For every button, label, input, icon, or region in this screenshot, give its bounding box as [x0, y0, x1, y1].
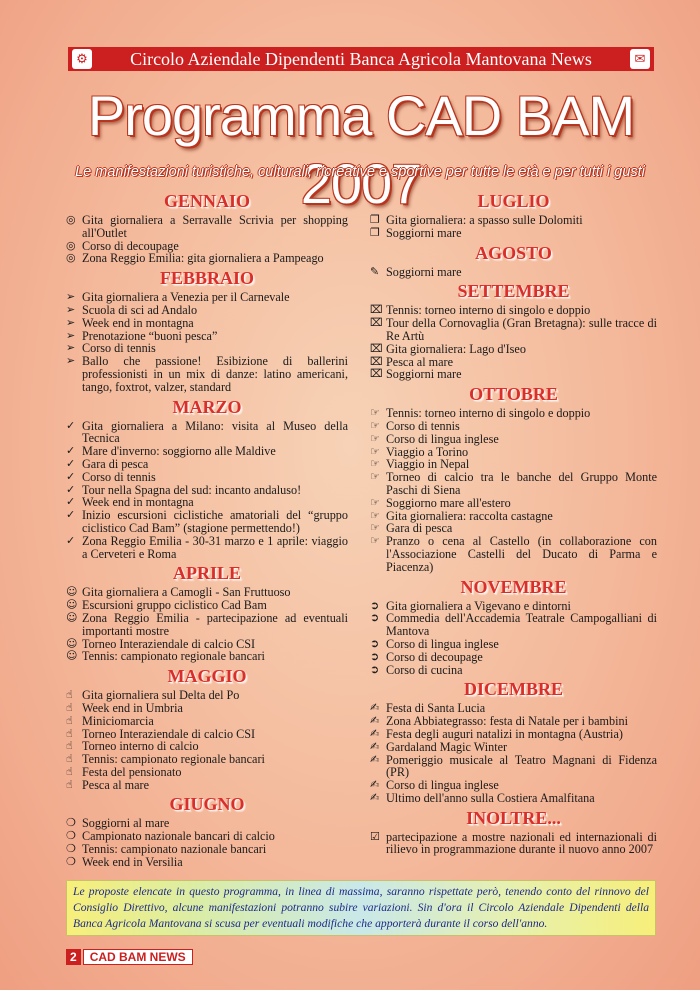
- event-text: Gara di pesca: [82, 456, 149, 471]
- bullet-icon: ☞: [370, 495, 380, 509]
- event-list: [66, 420, 348, 561]
- bullet-icon: ◎: [66, 251, 76, 265]
- bullet-icon: ✍: [370, 739, 380, 753]
- bullet-icon: ☝: [66, 700, 73, 714]
- event-text: Torneo interno di calcio: [82, 739, 199, 754]
- event-text: Tennis: campionato nazionale bancari: [82, 842, 267, 857]
- event-text: Pesca al mare: [82, 777, 149, 792]
- month-heading: GENNAIO: [163, 191, 250, 211]
- bullet-icon: ⌧: [370, 303, 383, 317]
- bullet-icon: ☞: [370, 534, 380, 548]
- event-text: Tour nella Spagna del sud: incanto andaluso!: [82, 482, 302, 497]
- event-text: Week end in montagna: [82, 495, 194, 510]
- event-text: Gita giornaliera a Vigevano e dintorni: [386, 598, 571, 613]
- bullet-icon: ✎: [370, 264, 380, 278]
- bullet-icon: ➢: [66, 290, 76, 304]
- bullet-icon: ✍: [370, 790, 380, 804]
- event-text: Prenotazione “buoni pesca”: [82, 328, 218, 343]
- event-list: [370, 831, 657, 857]
- bullet-icon: ✓: [66, 508, 76, 522]
- event-text: Gita giornaliera: Lago d'Iseo: [386, 341, 526, 356]
- event-text: Tennis: torneo interno di singolo e doppio: [386, 303, 591, 318]
- month-heading: INOLTRE...: [466, 807, 561, 828]
- bullet-icon: ⌧: [370, 367, 383, 381]
- bullet-icon: ❐: [370, 225, 380, 239]
- event-text: Campionato nazionale bancari di calcio: [82, 829, 275, 844]
- event-text: Pomeriggio musicale al Teatro Magnani di Fidenza (PR): [386, 752, 657, 780]
- event-text: Tennis: torneo interno di singolo e doppio: [386, 406, 591, 421]
- bullet-icon: ✓: [66, 469, 76, 483]
- event-text: Corso di tennis: [82, 469, 156, 484]
- month-heading: OTTOBRE: [469, 384, 558, 405]
- bullet-icon: ✓: [66, 418, 76, 432]
- month-heading: AGOSTO: [475, 242, 552, 263]
- bullet-icon: ✓: [66, 456, 76, 470]
- bullet-icon: ✍: [370, 726, 380, 740]
- event-text: Viaggio in Nepal: [386, 457, 470, 472]
- month-section: [370, 242, 657, 279]
- event-text: Corso di tennis: [82, 341, 156, 356]
- bullet-icon: ☞: [370, 444, 380, 458]
- bullet-icon: ➲: [370, 611, 380, 625]
- bullet-icon: ☞: [370, 470, 380, 484]
- bullet-icon: ☝: [66, 777, 73, 791]
- bullet-icon: ☞: [370, 406, 380, 420]
- page-label: CAD BAM NEWS: [83, 949, 193, 965]
- bullet-icon: ✓: [66, 495, 76, 509]
- event-list: [66, 291, 348, 393]
- event-text: Festa del pensionato: [82, 764, 182, 779]
- bullet-icon: ➲: [370, 662, 380, 676]
- event-item: [370, 612, 657, 638]
- bullet-icon: ➢: [66, 328, 76, 342]
- event-item: [370, 368, 657, 381]
- event-text: Corso di lingua inglese: [386, 431, 499, 446]
- bullet-icon: ➲: [370, 649, 380, 663]
- event-text: Torneo di calcio tra le banche del Gruppo Monte Paschi di Siena: [386, 470, 657, 497]
- month-heading: DICEMBRE: [463, 679, 563, 700]
- bullet-icon: ➢: [66, 341, 76, 355]
- event-item: [66, 252, 348, 265]
- month-section: [66, 793, 348, 868]
- event-text: Soggiorni mare: [386, 225, 462, 240]
- event-text: Gita giornaliera a Serravalle Scrivia per shopping all'Outlet: [82, 213, 348, 240]
- event-text: Corso di decoupage: [386, 649, 483, 664]
- bullet-icon: ➢: [66, 354, 76, 368]
- event-list: [370, 407, 657, 573]
- event-item: [66, 535, 348, 561]
- footer-note: Le proposte elencate in questo programma, in linea di massima, saranno rispettate però, tenendo conto del rinnovo del Consiglio Direttivo, alcune manifestazioni potranno subire variazioni. Sin d'ora il Circolo Aziendale Dipendenti della Banca Agricola Mantovana si scusa per eventuali modifiche che apporterà durante il corso dell'anno.: [66, 880, 656, 936]
- event-text: Gita giornaliera: raccolta castagne: [386, 508, 553, 523]
- bullet-icon: ☞: [370, 521, 380, 535]
- event-item: [66, 856, 348, 869]
- bullet-icon: ❍: [66, 854, 76, 868]
- event-text: Mare d'inverno: soggiorno alle Maldive: [82, 444, 276, 459]
- bullet-icon: ☺: [66, 649, 78, 663]
- event-text: Gita giornaliera: a spasso sulle Dolomiti: [386, 213, 583, 227]
- bullet-icon: ☞: [370, 508, 380, 522]
- bullet-icon: ☞: [370, 431, 380, 445]
- event-item: [370, 317, 657, 343]
- event-text: Tour della Cornovaglia (Gran Bretagna): sulle tracce di Re Artù: [386, 316, 657, 343]
- month-section: [370, 280, 657, 381]
- month-heading: GIUGNO: [169, 794, 245, 815]
- month-section: [66, 562, 348, 663]
- event-text: Tennis: campionato regionale bancari: [82, 752, 265, 767]
- bullet-icon: ✓: [66, 482, 76, 496]
- bullet-icon: ☺: [66, 598, 78, 612]
- event-text: Escursioni gruppo ciclistico Cad Bam: [82, 598, 267, 613]
- event-item: [370, 266, 657, 279]
- bullet-icon: ❍: [66, 829, 76, 843]
- event-text: Pranzo o cena al Castello (in collaborazione con l'Associazione Castelli del Ducato di Parma e Piacenza): [386, 534, 657, 574]
- event-text: Gita giornaliera a Camogli - San Fruttuoso: [82, 585, 291, 600]
- month-section: [370, 190, 657, 240]
- bullet-icon: ☝: [66, 713, 73, 727]
- event-text: Miniciomarcia: [82, 713, 154, 728]
- event-list: [370, 702, 657, 804]
- event-item: [66, 214, 348, 240]
- right-column: [370, 190, 657, 858]
- event-text: Gara di pesca: [386, 521, 453, 536]
- page-number: 2: [66, 949, 81, 965]
- event-list: [370, 266, 657, 279]
- event-text: Zona Reggio Emilia - 30-31 marzo e 1 aprile: viaggio a Cerveteri e Roma: [82, 533, 348, 561]
- month-heading: LUGLIO: [477, 191, 550, 211]
- event-text: Corso di tennis: [386, 418, 460, 433]
- bullet-icon: ☝: [66, 752, 73, 766]
- bullet-icon: ⌧: [370, 316, 383, 330]
- bullet-icon: ☞: [370, 418, 380, 432]
- event-text: Week end in Versilia: [82, 854, 183, 869]
- event-text: Viaggio a Torino: [386, 444, 469, 459]
- bullet-icon: ☺: [66, 610, 78, 624]
- event-item: [66, 509, 348, 535]
- event-list: [370, 214, 657, 240]
- event-text: Ballo che passione! Esibizione di ballerini professionisti in un mix di danze: latino americani, tango, foxtrot, valzer, standard: [82, 354, 348, 394]
- event-text: Gardaland Magic Winter: [386, 739, 508, 754]
- event-list: [66, 214, 348, 265]
- bullet-icon: ☑: [370, 829, 380, 843]
- month-section: [370, 807, 657, 857]
- event-text: Inizio escursioni ciclistiche amatoriali del “gruppo ciclistico Cad Bam” (stagione permettendo!): [82, 508, 348, 535]
- event-text: Soggiorni mare: [386, 367, 462, 382]
- month-heading: MAGGIO: [167, 666, 247, 687]
- month-heading: SETTEMBRE: [457, 281, 570, 302]
- event-text: Corso di lingua inglese: [386, 778, 499, 793]
- event-item: [66, 420, 348, 446]
- month-heading: APRILE: [172, 563, 241, 584]
- event-text: Zona Abbiategrasso: festa di Natale per i bambini: [386, 714, 628, 729]
- event-text: Ultimo dell'anno sulla Costiera Amalfitana: [386, 790, 595, 805]
- bullet-icon: ☺: [66, 636, 78, 650]
- event-text: Week end in montagna: [82, 315, 194, 330]
- month-section: [370, 383, 657, 573]
- club-logo-icon: ⚙: [72, 49, 92, 69]
- bullet-icon: ☝: [66, 764, 73, 778]
- bullet-icon: ❍: [66, 842, 76, 856]
- bullet-icon: ✍: [370, 701, 380, 715]
- event-text: Corso di cucina: [386, 662, 463, 677]
- month-section: [370, 576, 657, 677]
- page-title: Programma CAD BAM 2007: [87, 84, 635, 215]
- month-section: [370, 678, 657, 804]
- event-item: [370, 792, 657, 805]
- event-item: [370, 471, 657, 497]
- page-badge: [66, 949, 193, 965]
- bullet-icon: ❐: [370, 213, 380, 226]
- event-item: [66, 650, 348, 663]
- bullet-icon: ⌧: [370, 354, 383, 368]
- bullet-icon: ❍: [66, 816, 76, 830]
- bullet-icon: ➢: [66, 302, 76, 316]
- month-section: [66, 665, 348, 791]
- bullet-icon: ☞: [370, 457, 380, 471]
- event-list: [370, 304, 657, 381]
- bullet-icon: ✍: [370, 778, 380, 792]
- bullet-icon: ☝: [66, 739, 73, 753]
- event-list: [66, 817, 348, 868]
- bullet-icon: ☝: [66, 688, 73, 702]
- bullet-icon: ✓: [66, 533, 76, 547]
- event-text: Gita giornaliera a Venezia per il Carnevale: [82, 290, 290, 305]
- event-list: [66, 586, 348, 663]
- event-item: [370, 664, 657, 677]
- bullet-icon: ◎: [66, 213, 76, 226]
- left-column: [66, 190, 348, 871]
- event-item: [370, 227, 657, 240]
- event-text: Week end in Umbria: [82, 700, 183, 715]
- month-section: [66, 396, 348, 561]
- bullet-icon: ➲: [370, 598, 380, 612]
- event-item: [66, 355, 348, 393]
- event-text: Soggiorni al mare: [82, 816, 170, 831]
- bullet-icon: ✍: [370, 714, 380, 728]
- header-bar: [68, 47, 654, 71]
- event-item: [370, 535, 657, 573]
- event-text: Festa degli auguri natalizi in montagna (Austria): [386, 726, 623, 741]
- event-text: Torneo Interaziendale di calcio CSI: [82, 636, 256, 651]
- month-heading: FEBBRAIO: [159, 268, 255, 289]
- bullet-icon: ◎: [66, 238, 76, 252]
- bullet-icon: ➲: [370, 636, 380, 650]
- bullet-icon: ✓: [66, 444, 76, 458]
- event-text: Torneo Interaziendale di calcio CSI: [82, 726, 256, 741]
- folded-card-icon: ✉: [630, 49, 650, 69]
- event-item: [370, 754, 657, 780]
- month-heading: MARZO: [172, 396, 242, 417]
- event-text: Zona Reggio Emilia: gita giornaliera a Pampeago: [82, 251, 324, 266]
- bullet-icon: ⌧: [370, 341, 383, 355]
- event-text: Corso di lingua inglese: [386, 636, 499, 651]
- month-heading: NOVEMBRE: [460, 576, 567, 597]
- event-text: Soggiorni mare: [386, 264, 462, 279]
- bullet-icon: ☝: [66, 726, 73, 740]
- event-text: Zona Reggio Emilia - partecipazione ad eventuali importanti mostre: [82, 610, 348, 638]
- page-subtitle: Le manifestazioni turistiche, culturali, ricreative e sportive per tutte le età e per tutti i gusti: [75, 164, 645, 180]
- event-text: partecipazione a mostre nazionali ed internazionali di rilievo in programmazione durante il nuovo anno 2007: [386, 829, 657, 857]
- event-text: Gita giornaliera a Milano: visita al Museo della Tecnica: [82, 418, 348, 446]
- event-text: Soggiorno mare all'estero: [386, 495, 511, 510]
- month-section: [66, 267, 348, 393]
- event-item: [66, 612, 348, 638]
- event-text: Festa di Santa Lucia: [386, 701, 486, 716]
- event-item: [66, 779, 348, 792]
- month-section: [66, 190, 348, 265]
- bullet-icon: ✍: [370, 752, 380, 766]
- bullet-icon: ☺: [66, 585, 78, 599]
- event-list: [370, 600, 657, 677]
- event-list: [66, 689, 348, 791]
- event-item: [370, 831, 657, 857]
- event-text: Tennis: campionato regionale bancari: [82, 649, 265, 664]
- event-text: Gita giornaliera sul Delta del Po: [82, 688, 240, 703]
- event-text: Corso di decoupage: [82, 238, 179, 253]
- event-text: Pesca al mare: [386, 354, 453, 369]
- header-bar-text: Circolo Aziendale Dipendenti Banca Agricola Mantovana News: [130, 49, 592, 69]
- event-text: Scuola di sci ad Andalo: [82, 302, 198, 317]
- bullet-icon: ➢: [66, 315, 76, 329]
- event-text: Commedia dell'Accademia Teatrale Campogalliani di Mantova: [386, 611, 657, 639]
